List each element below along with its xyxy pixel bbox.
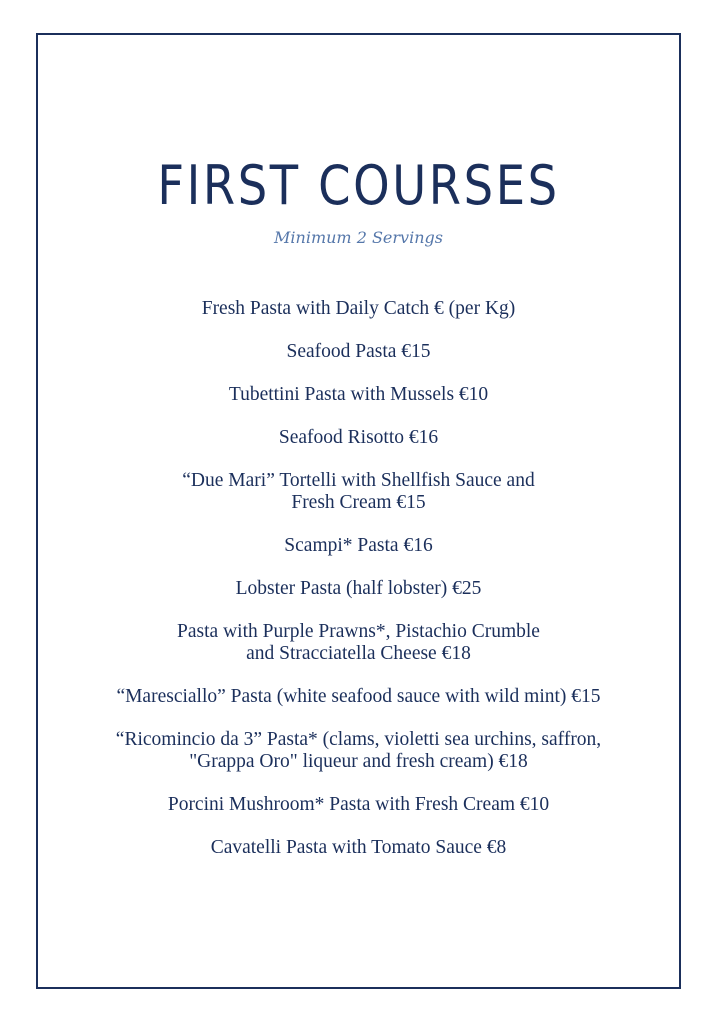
- page-title: FIRST COURSES: [157, 154, 560, 217]
- menu-list: [0, 298, 717, 880]
- menu-item: [0, 837, 717, 859]
- menu-item: [0, 427, 717, 449]
- page-subtitle: Minimum 2 Servings: [274, 228, 443, 247]
- menu-item: [0, 384, 717, 406]
- menu-item-line: “Ricomincio da 3” Pasta* (clams, violetti sea urchins, saffron,: [115, 729, 602, 750]
- menu-item-line: “Due Mari” Tortelli with Shellfish Sauce and: [182, 470, 535, 491]
- menu-item-line: Seafood Pasta €15: [286, 341, 431, 362]
- menu-item: [0, 341, 717, 363]
- menu-item-line: and Stracciatella Cheese €18: [246, 643, 471, 664]
- menu-item: [0, 729, 717, 773]
- menu-item-line: Cavatelli Pasta with Tomato Sauce €8: [210, 837, 507, 858]
- menu-item-line: Tubettini Pasta with Mussels €10: [228, 384, 489, 405]
- menu-item: [0, 470, 717, 514]
- menu-item: [0, 298, 717, 320]
- menu-item-line: Fresh Pasta with Daily Catch € (per Kg): [201, 298, 516, 319]
- menu-item-line: “Maresciallo” Pasta (white seafood sauce with wild mint) €15: [116, 686, 601, 707]
- menu-item-line: Porcini Mushroom* Pasta with Fresh Cream €10: [167, 794, 550, 815]
- menu-item-line: Scampi* Pasta €16: [284, 535, 433, 556]
- menu-item: [0, 535, 717, 557]
- menu-item-line: Lobster Pasta (half lobster) €25: [235, 578, 482, 599]
- menu-item: [0, 686, 717, 708]
- menu-item: [0, 621, 717, 665]
- menu-item: [0, 794, 717, 816]
- menu-item-line: Pasta with Purple Prawns*, Pistachio Crumble: [177, 621, 540, 642]
- menu-item-line: Fresh Cream €15: [291, 492, 426, 513]
- menu-item-line: "Grappa Oro" liqueur and fresh cream) €18: [189, 751, 528, 772]
- menu-item: [0, 578, 717, 600]
- menu-item-line: Seafood Risotto €16: [278, 427, 439, 448]
